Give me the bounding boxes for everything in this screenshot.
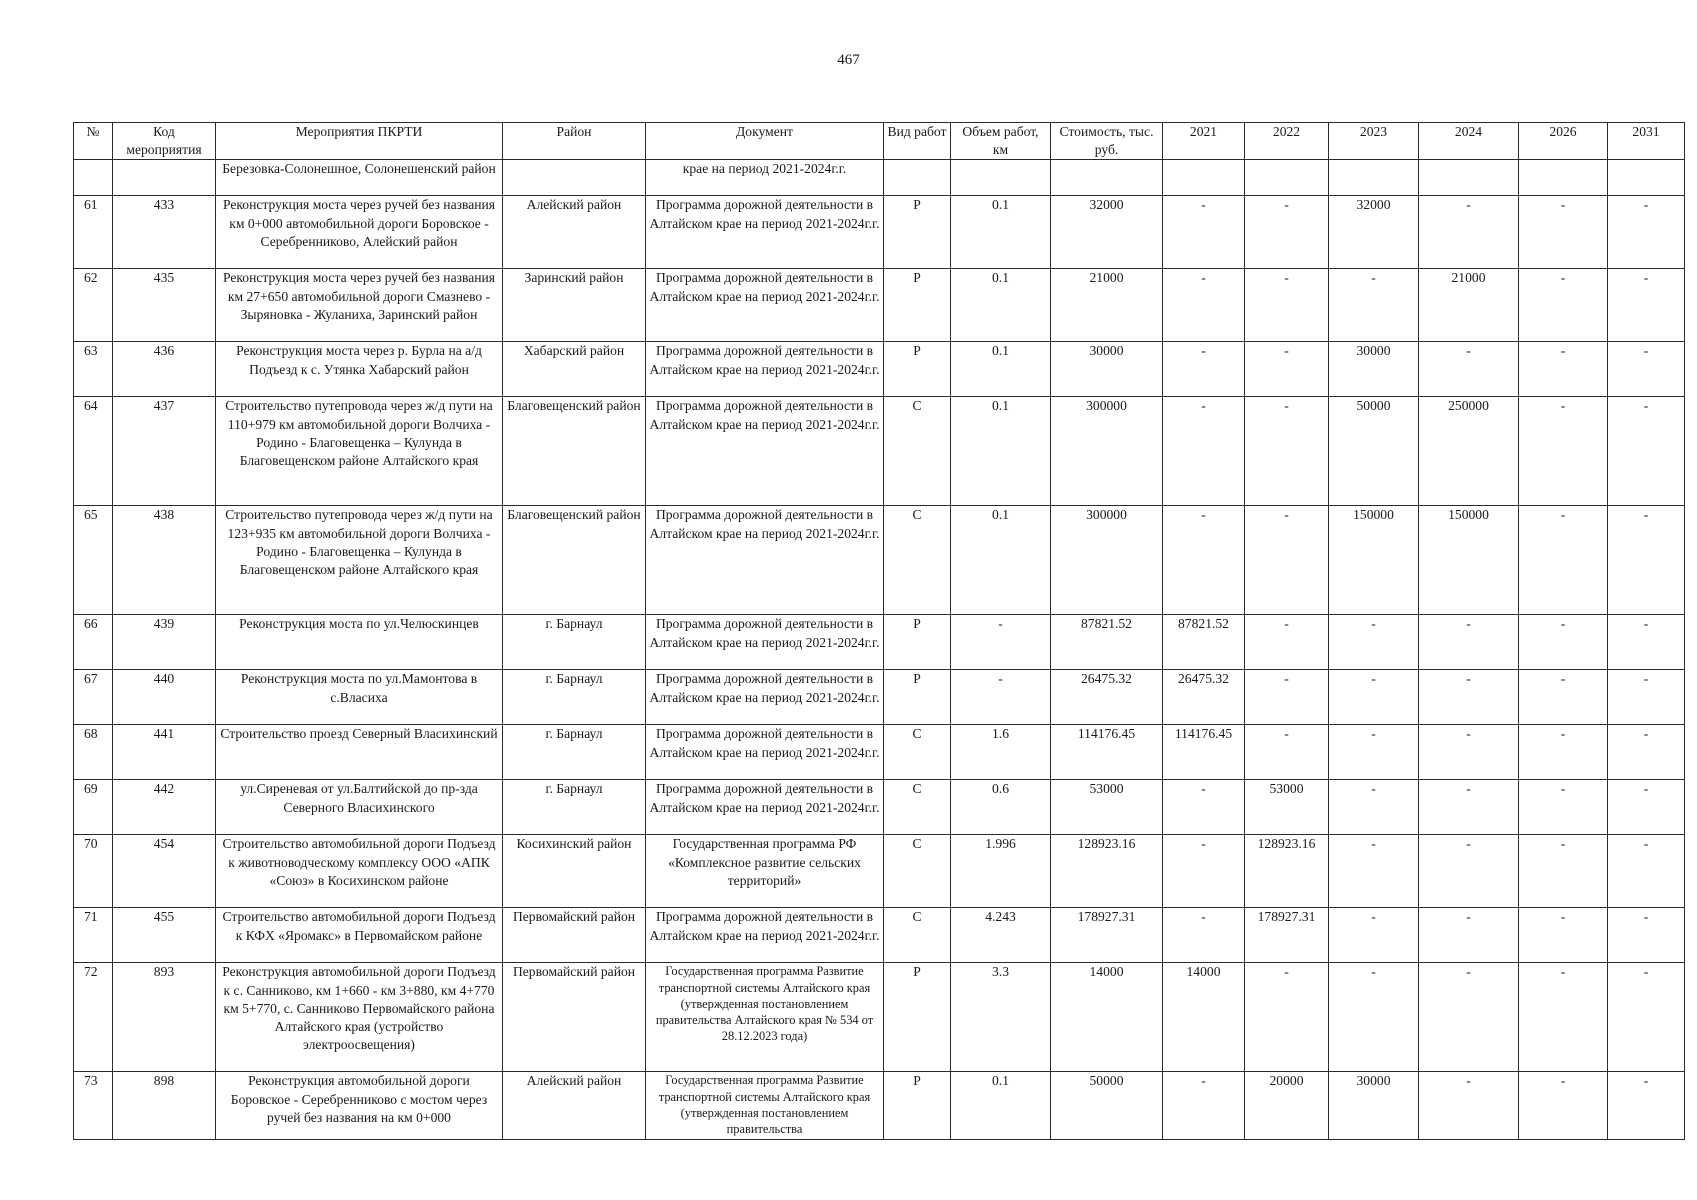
- value-2031: -: [1608, 1072, 1685, 1140]
- cost: 32000: [1051, 196, 1163, 269]
- row-number: 63: [74, 342, 113, 397]
- value-2022: 20000: [1245, 1072, 1329, 1140]
- row-number: 72: [74, 963, 113, 1072]
- work-type: Р: [884, 342, 951, 397]
- event-code: 438: [113, 506, 216, 615]
- document: Программа дорожной деятельности в Алтайском крае на период 2021-2024г.г.: [646, 506, 884, 615]
- event-code: 439: [113, 615, 216, 670]
- value-2024: -: [1419, 342, 1519, 397]
- cost: 21000: [1051, 269, 1163, 342]
- value-2026: -: [1519, 196, 1608, 269]
- value-2031: -: [1608, 908, 1685, 963]
- table-row: [74, 160, 1685, 196]
- document: Программа дорожной деятельности в Алтайском крае на период 2021-2024г.г.: [646, 397, 884, 506]
- value-2031: -: [1608, 835, 1685, 908]
- table-row: [74, 397, 1685, 506]
- event-name: ул.Сиреневая от ул.Балтийской до пр-зда Северного Власихинского: [216, 780, 503, 835]
- table-row: [74, 780, 1685, 835]
- cost: 14000: [1051, 963, 1163, 1072]
- event-name: Реконструкция моста через ручей без названия км 0+000 автомобильной дороги Боровское - Серебренниково, Алейский район: [216, 196, 503, 269]
- row-number: 73: [74, 1072, 113, 1140]
- event-code: 454: [113, 835, 216, 908]
- event-code: 435: [113, 269, 216, 342]
- value-2031: -: [1608, 670, 1685, 725]
- work-type: Р: [884, 269, 951, 342]
- value-2026: -: [1519, 342, 1608, 397]
- work-volume: 3.3: [951, 963, 1051, 1072]
- value-2026: -: [1519, 397, 1608, 506]
- event-code: 433: [113, 196, 216, 269]
- district: Алейский район: [503, 1072, 646, 1140]
- work-type: Р: [884, 196, 951, 269]
- event-name: Реконструкция автомобильной дороги Боровское - Серебренниково с мостом через ручей без названия на км 0+000: [216, 1072, 503, 1140]
- column-header: 2022: [1245, 123, 1329, 160]
- work-volume: -: [951, 670, 1051, 725]
- district: [503, 160, 646, 196]
- document: Государственная программа Развитие транспортной системы Алтайского края (утвержденная постановлением правительства: [646, 1072, 884, 1140]
- value-2026: -: [1519, 506, 1608, 615]
- event-name: Строительство автомобильной дороги Подъезд к животноводческому комплексу ООО «АПК «Союз» в Косихинском районе: [216, 835, 503, 908]
- value-2022: [1245, 160, 1329, 196]
- table-row: [74, 196, 1685, 269]
- table-row: [74, 963, 1685, 1072]
- column-header: Объем работ, км: [951, 123, 1051, 160]
- value-2021: 87821.52: [1163, 615, 1245, 670]
- row-number: 67: [74, 670, 113, 725]
- value-2024: -: [1419, 615, 1519, 670]
- value-2031: -: [1608, 397, 1685, 506]
- value-2031: -: [1608, 615, 1685, 670]
- table-row: [74, 670, 1685, 725]
- value-2023: [1329, 160, 1419, 196]
- event-name: Строительство путепровода через ж/д пути на 123+935 км автомобильной дороги Волчиха - Родино - Благовещенка – Кулунда в Благовещенском районе Алтайского края: [216, 506, 503, 615]
- event-code: 440: [113, 670, 216, 725]
- value-2031: -: [1608, 963, 1685, 1072]
- event-name: Реконструкция автомобильной дороги Подъезд к с. Санниково, км 1+660 - км 3+880, км 4+770 км 5+770, с. Санниково Первомайского района Алтайского края (устройство электроосвещения): [216, 963, 503, 1072]
- event-name: Реконструкция моста через ручей без названия км 27+650 автомобильной дороги Смазнево - Зыряновка - Жуланиха, Заринский район: [216, 269, 503, 342]
- row-number: [74, 160, 113, 196]
- cost: 53000: [1051, 780, 1163, 835]
- value-2024: 21000: [1419, 269, 1519, 342]
- column-header: Документ: [646, 123, 884, 160]
- work-volume: 0.1: [951, 506, 1051, 615]
- work-type: Р: [884, 615, 951, 670]
- value-2022: -: [1245, 963, 1329, 1072]
- district: г. Барнаул: [503, 670, 646, 725]
- value-2031: -: [1608, 196, 1685, 269]
- value-2031: -: [1608, 725, 1685, 780]
- district: г. Барнаул: [503, 615, 646, 670]
- value-2021: -: [1163, 269, 1245, 342]
- value-2023: -: [1329, 615, 1419, 670]
- value-2026: -: [1519, 670, 1608, 725]
- work-type: Р: [884, 1072, 951, 1140]
- district: Первомайский район: [503, 908, 646, 963]
- table-row: [74, 506, 1685, 615]
- work-type: [884, 160, 951, 196]
- table-row: [74, 725, 1685, 780]
- event-name: Березовка-Солонешное, Солонешенский район: [216, 160, 503, 196]
- value-2026: [1519, 160, 1608, 196]
- value-2024: -: [1419, 963, 1519, 1072]
- value-2024: -: [1419, 1072, 1519, 1140]
- value-2024: -: [1419, 835, 1519, 908]
- page-number: 467: [837, 52, 860, 68]
- cost: 128923.16: [1051, 835, 1163, 908]
- cost: 300000: [1051, 506, 1163, 615]
- value-2023: 150000: [1329, 506, 1419, 615]
- row-number: 62: [74, 269, 113, 342]
- document: Программа дорожной деятельности в Алтайском крае на период 2021-2024г.г.: [646, 615, 884, 670]
- value-2021: -: [1163, 506, 1245, 615]
- district: Благовещенский район: [503, 397, 646, 506]
- value-2024: -: [1419, 670, 1519, 725]
- column-header: Мероприятия ПКРТИ: [216, 123, 503, 160]
- document: Программа дорожной деятельности в Алтайском крае на период 2021-2024г.г.: [646, 196, 884, 269]
- work-type: Р: [884, 963, 951, 1072]
- table-row: [74, 835, 1685, 908]
- event-name: Строительство путепровода через ж/д пути на 110+979 км автомобильной дороги Волчиха - Родино - Благовещенка – Кулунда в Благовещенском районе Алтайского края: [216, 397, 503, 506]
- event-name: Строительство проезд Северный Власихинский: [216, 725, 503, 780]
- district: Заринский район: [503, 269, 646, 342]
- district: Косихинский район: [503, 835, 646, 908]
- value-2024: 150000: [1419, 506, 1519, 615]
- value-2022: -: [1245, 725, 1329, 780]
- cost: [1051, 160, 1163, 196]
- document: крае на период 2021-2024г.г.: [646, 160, 884, 196]
- value-2022: 178927.31: [1245, 908, 1329, 963]
- value-2021: -: [1163, 780, 1245, 835]
- value-2021: 26475.32: [1163, 670, 1245, 725]
- column-header: 2021: [1163, 123, 1245, 160]
- column-header: 2023: [1329, 123, 1419, 160]
- event-code: 442: [113, 780, 216, 835]
- work-type: С: [884, 835, 951, 908]
- district: Первомайский район: [503, 963, 646, 1072]
- district: Алейский район: [503, 196, 646, 269]
- value-2023: 32000: [1329, 196, 1419, 269]
- value-2023: -: [1329, 725, 1419, 780]
- value-2021: -: [1163, 397, 1245, 506]
- table-row: [74, 908, 1685, 963]
- work-volume: 4.243: [951, 908, 1051, 963]
- district: Благовещенский район: [503, 506, 646, 615]
- value-2031: -: [1608, 342, 1685, 397]
- value-2023: -: [1329, 780, 1419, 835]
- value-2024: -: [1419, 780, 1519, 835]
- cost: 114176.45: [1051, 725, 1163, 780]
- row-number: 68: [74, 725, 113, 780]
- value-2023: -: [1329, 963, 1419, 1072]
- value-2026: -: [1519, 269, 1608, 342]
- value-2024: -: [1419, 725, 1519, 780]
- work-volume: 1.996: [951, 835, 1051, 908]
- event-code: 441: [113, 725, 216, 780]
- event-name: Реконструкция моста по ул.Челюскинцев: [216, 615, 503, 670]
- value-2022: 128923.16: [1245, 835, 1329, 908]
- row-number: 66: [74, 615, 113, 670]
- value-2026: -: [1519, 908, 1608, 963]
- column-header: №: [74, 123, 113, 160]
- value-2026: -: [1519, 1072, 1608, 1140]
- column-header: 2026: [1519, 123, 1608, 160]
- row-number: 64: [74, 397, 113, 506]
- cost: 26475.32: [1051, 670, 1163, 725]
- work-type: С: [884, 506, 951, 615]
- event-name: Реконструкция моста по ул.Мамонтова в с.Власиха: [216, 670, 503, 725]
- table-body: [74, 160, 1685, 1140]
- event-code: 455: [113, 908, 216, 963]
- event-code: [113, 160, 216, 196]
- work-volume: 0.1: [951, 269, 1051, 342]
- document: Программа дорожной деятельности в Алтайском крае на период 2021-2024г.г.: [646, 780, 884, 835]
- value-2024: [1419, 160, 1519, 196]
- value-2021: -: [1163, 908, 1245, 963]
- work-type: С: [884, 397, 951, 506]
- table-row: [74, 1072, 1685, 1140]
- table-row: [74, 615, 1685, 670]
- value-2021: -: [1163, 835, 1245, 908]
- district: г. Барнаул: [503, 780, 646, 835]
- work-volume: 0.1: [951, 1072, 1051, 1140]
- row-number: 61: [74, 196, 113, 269]
- event-name: Реконструкция моста через р. Бурла на а/д Подъезд к с. Утянка Хабарский район: [216, 342, 503, 397]
- value-2021: -: [1163, 196, 1245, 269]
- column-header: Вид работ: [884, 123, 951, 160]
- value-2022: -: [1245, 615, 1329, 670]
- table-row: [74, 342, 1685, 397]
- value-2023: 50000: [1329, 397, 1419, 506]
- document: Программа дорожной деятельности в Алтайском крае на период 2021-2024г.г.: [646, 269, 884, 342]
- document: Программа дорожной деятельности в Алтайском крае на период 2021-2024г.г.: [646, 342, 884, 397]
- row-number: 65: [74, 506, 113, 615]
- document: Государственная программа Развитие транспортной системы Алтайского края (утвержденная постановлением правительства Алтайского края № 534 от 28.12.2023 года): [646, 963, 884, 1072]
- value-2022: -: [1245, 397, 1329, 506]
- column-header: Район: [503, 123, 646, 160]
- value-2021: 114176.45: [1163, 725, 1245, 780]
- value-2026: -: [1519, 725, 1608, 780]
- value-2023: -: [1329, 908, 1419, 963]
- event-code: 898: [113, 1072, 216, 1140]
- cost: 30000: [1051, 342, 1163, 397]
- value-2031: -: [1608, 506, 1685, 615]
- value-2023: 30000: [1329, 1072, 1419, 1140]
- work-type: С: [884, 908, 951, 963]
- table-header-row: [74, 123, 1685, 160]
- value-2021: 14000: [1163, 963, 1245, 1072]
- work-volume: 0.1: [951, 397, 1051, 506]
- column-header: 2024: [1419, 123, 1519, 160]
- value-2023: -: [1329, 835, 1419, 908]
- value-2023: 30000: [1329, 342, 1419, 397]
- event-code: 436: [113, 342, 216, 397]
- event-code: 893: [113, 963, 216, 1072]
- value-2024: 250000: [1419, 397, 1519, 506]
- event-code: 437: [113, 397, 216, 506]
- work-volume: 0.1: [951, 342, 1051, 397]
- table-row: [74, 269, 1685, 342]
- row-number: 71: [74, 908, 113, 963]
- work-volume: 1.6: [951, 725, 1051, 780]
- value-2022: 53000: [1245, 780, 1329, 835]
- value-2023: -: [1329, 670, 1419, 725]
- value-2031: -: [1608, 269, 1685, 342]
- cost: 178927.31: [1051, 908, 1163, 963]
- column-header: 2031: [1608, 123, 1685, 160]
- row-number: 70: [74, 835, 113, 908]
- value-2026: -: [1519, 780, 1608, 835]
- value-2021: -: [1163, 342, 1245, 397]
- value-2023: -: [1329, 269, 1419, 342]
- document: Программа дорожной деятельности в Алтайском крае на период 2021-2024г.г.: [646, 670, 884, 725]
- value-2022: -: [1245, 342, 1329, 397]
- row-number: 69: [74, 780, 113, 835]
- work-volume: [951, 160, 1051, 196]
- event-name: Строительство автомобильной дороги Подъезд к КФХ «Яромакс» в Первомайском районе: [216, 908, 503, 963]
- value-2026: -: [1519, 615, 1608, 670]
- value-2024: -: [1419, 908, 1519, 963]
- work-type: С: [884, 780, 951, 835]
- work-type: Р: [884, 670, 951, 725]
- value-2031: -: [1608, 780, 1685, 835]
- document: Программа дорожной деятельности в Алтайском крае на период 2021-2024г.г.: [646, 908, 884, 963]
- value-2024: -: [1419, 196, 1519, 269]
- cost: 87821.52: [1051, 615, 1163, 670]
- column-header: Стоимость, тыс. руб.: [1051, 123, 1163, 160]
- cost: 50000: [1051, 1072, 1163, 1140]
- value-2021: [1163, 160, 1245, 196]
- work-volume: -: [951, 615, 1051, 670]
- work-type: С: [884, 725, 951, 780]
- value-2026: -: [1519, 835, 1608, 908]
- document: Программа дорожной деятельности в Алтайском крае на период 2021-2024г.г.: [646, 725, 884, 780]
- district: г. Барнаул: [503, 725, 646, 780]
- work-volume: 0.6: [951, 780, 1051, 835]
- work-volume: 0.1: [951, 196, 1051, 269]
- value-2031: [1608, 160, 1685, 196]
- value-2021: -: [1163, 1072, 1245, 1140]
- value-2026: -: [1519, 963, 1608, 1072]
- events-table: [73, 122, 1685, 1140]
- value-2022: -: [1245, 269, 1329, 342]
- document: Государственная программа РФ «Комплексное развитие сельских территорий»: [646, 835, 884, 908]
- value-2022: -: [1245, 670, 1329, 725]
- value-2022: -: [1245, 506, 1329, 615]
- value-2022: -: [1245, 196, 1329, 269]
- district: Хабарский район: [503, 342, 646, 397]
- column-header: Код мероприятия: [113, 123, 216, 160]
- cost: 300000: [1051, 397, 1163, 506]
